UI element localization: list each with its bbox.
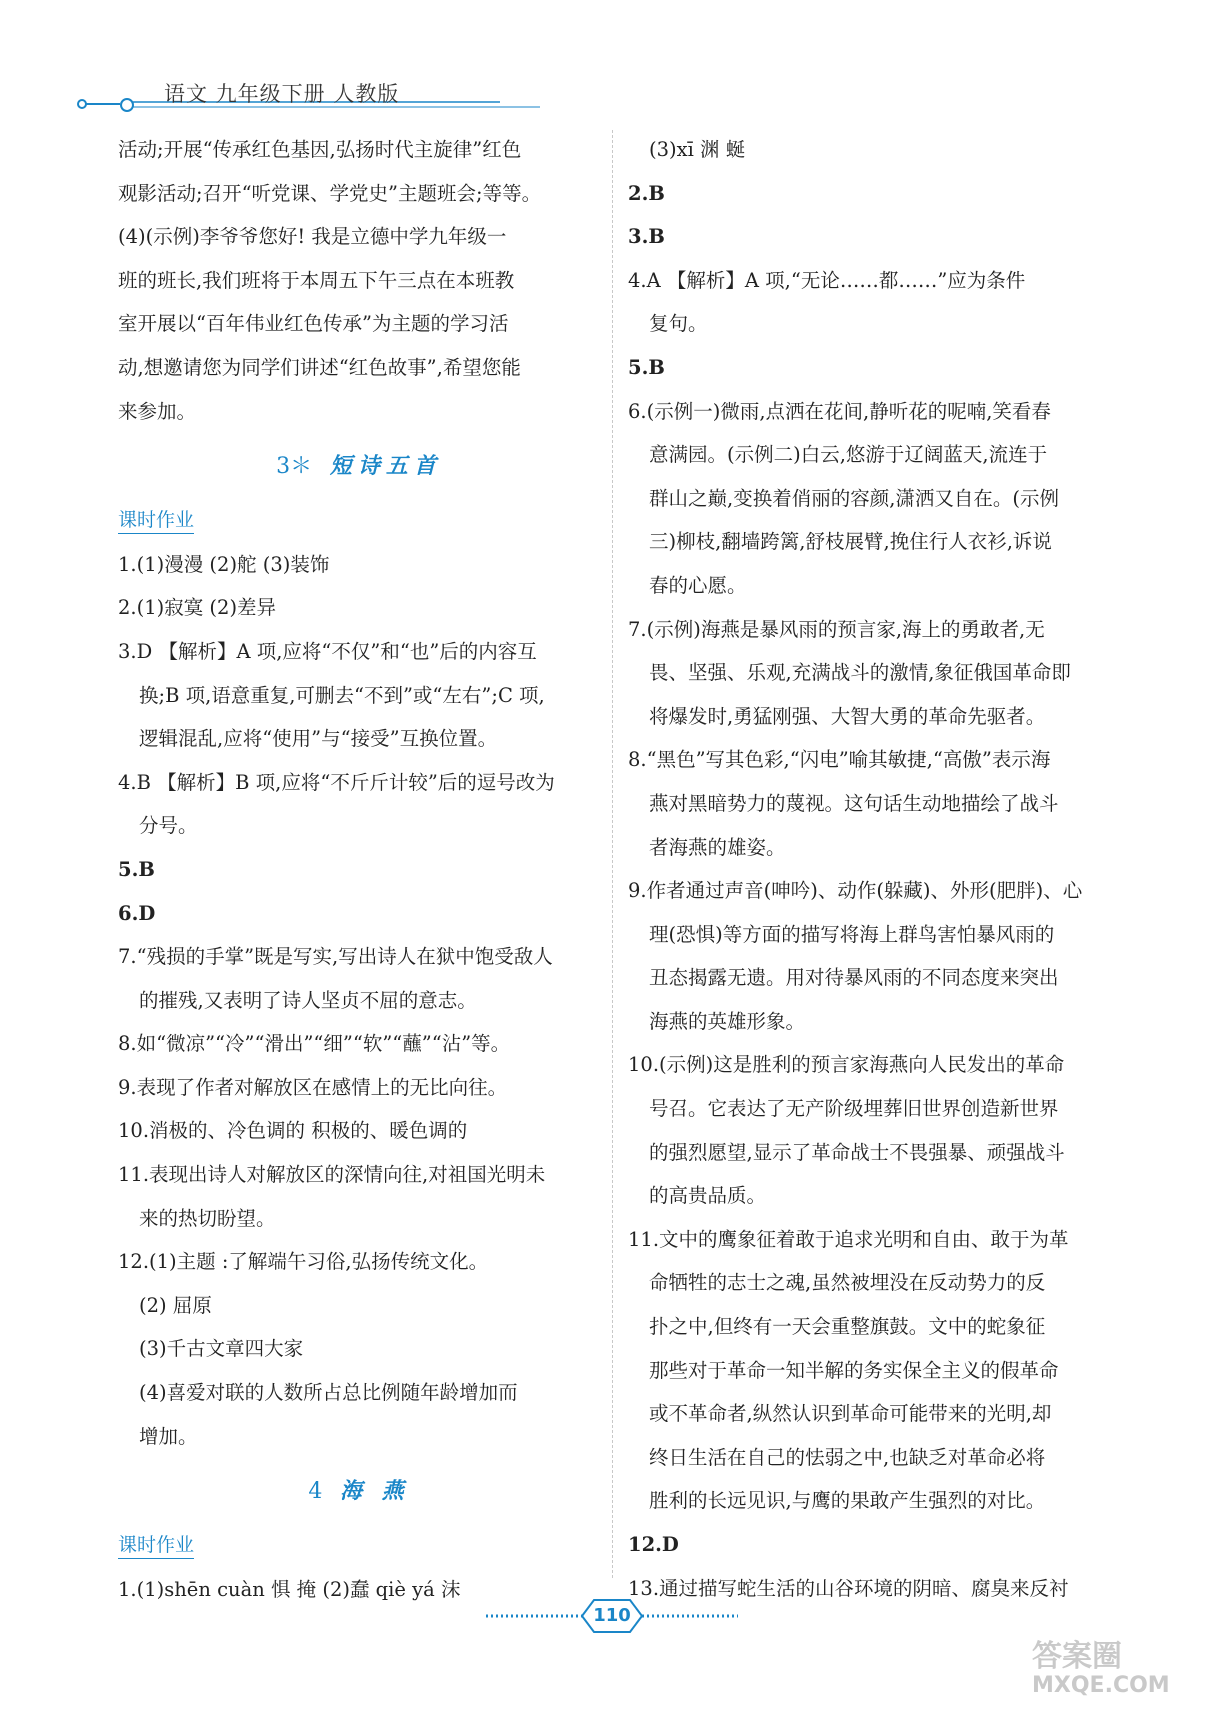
answer-line: 来的热切盼望。: [139, 1206, 276, 1230]
answer-line: 将爆发时,勇猛刚强、大智大勇的革命先驱者。: [649, 704, 1046, 728]
answer-line: 命牺牲的志士之魂,虽然被埋没在反动势力的反: [649, 1271, 1046, 1295]
answer-line: 海燕的英雄形象。: [649, 1009, 806, 1033]
answer-line: 畏、坚强、乐观,充满战斗的激情,象征俄国革命即: [649, 661, 1071, 685]
header-decoration: [0, 0, 1224, 130]
page-number: 110: [593, 1605, 631, 1626]
section-title-4: [118, 1458, 600, 1524]
answer-line: 3.D 【解析】A 项,应将“不仅”和“也”后的内容互: [118, 639, 537, 663]
answer-line: 逻辑混乱,应将“使用”与“接受”互换位置。: [139, 727, 498, 751]
answer-line: 10.(示例)这是胜利的预言家海燕向人民发出的革命: [628, 1053, 1065, 1077]
answer-line: 者海燕的雄姿。: [649, 835, 786, 859]
answer-line: 8.“黑色”写其色彩,“闪电”喻其敏捷,“高傲”表示海: [628, 748, 1051, 772]
answer-line: (2) 屈原: [139, 1293, 212, 1317]
answer-line: 群山之巅,变换着俏丽的容颜,潇洒又自在。(示例: [649, 486, 1060, 510]
answer-line: 复句。: [649, 312, 708, 336]
section-title-3: [118, 433, 600, 499]
answer-line: 13.通过描写蛇生活的山谷环境的阴暗、腐臭来反衬: [628, 1576, 1069, 1600]
answer-line: 丑态揭露无遗。用对待暴风雨的不同态度来突出: [649, 966, 1059, 990]
answer-line: (4)喜爱对联的人数所占总比例随年龄增加而: [139, 1381, 518, 1405]
answer-line: 燕对黑暗势力的蔑视。这句话生动地描绘了战斗: [649, 791, 1059, 815]
answer-line: 胜利的长远见识,与鹰的果敢产生强烈的对比。: [649, 1489, 1046, 1513]
answer-line: 理(恐惧)等方面的描写将海上群鸟害怕暴风雨的: [649, 922, 1055, 946]
answer-line: 4.B 【解析】B 项,应将“不斤斤计较”后的逗号改为: [118, 770, 555, 794]
answer-line: 7.(示例)海燕是暴风雨的预言家,海上的勇敢者,无: [628, 617, 1045, 641]
answer-line: 1.(1)漫漫 (2)舵 (3)装饰: [118, 552, 330, 576]
page-header: [0, 0, 1224, 130]
answer-line: 11.表现出诗人对解放区的深情向往,对祖国光明未: [118, 1163, 546, 1187]
answer-line: 或不革命者,纵然认识到革命可能带来的光明,却: [649, 1402, 1052, 1426]
answer-line: 2.(1)寂寞 (2)差异: [118, 596, 277, 620]
answer-line: 6.D: [118, 901, 156, 925]
answer-line: 9.作者通过声音(呻吟)、动作(躲藏)、外形(肥胖)、心: [628, 879, 1083, 903]
header-dot-large: [121, 99, 133, 111]
answer-line: 1.(1)shēn cuàn 惧 掩 (2)蠢 qiè yá 沫: [118, 1577, 461, 1601]
watermark-url: MXQE.COM: [1032, 1673, 1170, 1698]
section-number: 4: [308, 1479, 323, 1505]
answer-line: 9.表现了作者对解放区在感情上的无比向往。: [118, 1075, 508, 1099]
answer-line: 3.B: [628, 225, 665, 249]
answer-line: 2.B: [628, 181, 665, 205]
answer-line: 的高贵品质。: [649, 1184, 767, 1208]
left-column: [118, 128, 600, 1611]
subheading-label: 课时作业: [118, 509, 194, 534]
answer-line: 扑之中,但终有一天会重整旗鼓。文中的蛇象征: [649, 1315, 1046, 1339]
answer-line: 10.消极的、冷色调的 积极的、暖色调的: [118, 1119, 468, 1143]
section-name: 海 燕: [340, 1478, 410, 1505]
answer-line: 5.B: [628, 355, 665, 379]
subheading-label: 课时作业: [118, 1534, 194, 1559]
text-line: 活动;开展“传承红色基因,弘扬时代主旋律”红色: [118, 138, 522, 161]
answer-line: 的摧残,又表明了诗人坚贞不屈的意志。: [139, 988, 477, 1012]
answer-line: 号召。它表达了无产阶级埋葬旧世界创造新世界: [649, 1097, 1059, 1121]
subheading: [118, 1524, 600, 1568]
text-line: 来参加。: [118, 399, 197, 423]
answer-line: 6.(示例一)微雨,点洒在花间,静听花的呢喃,笑看春: [628, 399, 1051, 423]
answer-line: 的强烈愿望,显示了革命战士不畏强暴、顽强战斗: [649, 1140, 1065, 1164]
answer-line: 4.A 【解析】A 项,“无论……都……”应为条件: [628, 268, 1026, 292]
watermark-text: 答案圈: [1032, 1639, 1122, 1674]
intro-block: [118, 128, 600, 433]
answer-line: 终日生活在自己的怯弱之中,也缺乏对革命必将: [649, 1445, 1046, 1469]
text-line: 动,想邀请您为同学们讲述“红色故事”,希望您能: [118, 355, 521, 379]
right-column: [628, 128, 1118, 1610]
text-line: (4)(示例)李爷爷您好! 我是立德中学九年级一: [118, 225, 507, 249]
answer-line: (3)千古文章四大家: [139, 1337, 304, 1361]
answer-line: 分号。: [139, 814, 198, 838]
answer-list: [118, 543, 600, 1458]
header-dot-small: [78, 100, 86, 108]
answer-line: 5.B: [118, 857, 155, 881]
answer-line: 增加。: [139, 1424, 198, 1448]
section-name: 短诗五首: [329, 453, 442, 480]
answer-line: (3)xī 渊 蜒: [649, 138, 746, 161]
answer-line: 12.(1)主题 :了解端午习俗,弘扬传统文化。: [118, 1250, 489, 1274]
header-title: 语文 九年级下册 人教版: [164, 82, 400, 106]
answer-line: 春的心愿。: [649, 573, 747, 597]
answer-line: 那些对于革命一知半解的务实保全主义的假革命: [649, 1358, 1059, 1382]
text-line: 室开展以“百年伟业红色传承”为主题的学习活: [118, 312, 509, 336]
column-divider: [612, 130, 613, 1578]
section-number: 3＊: [276, 454, 313, 480]
text-line: 观影活动;召开“听党课、学党史”主题班会;等等。: [118, 181, 542, 205]
answer-line: 三)柳枝,翻墙跨篱,舒枝展臂,挽住行人衣衫,诉说: [649, 530, 1052, 554]
answer-line: 7.“残损的手掌”既是写实,写出诗人在狱中饱受敌人: [118, 945, 553, 969]
answer-line: 换;B 项,语意重复,可删去“不到”或“左右”;C 项,: [139, 683, 545, 707]
subheading: [118, 499, 600, 543]
watermark-logo: [1032, 1640, 1170, 1698]
answer-line: 11.文中的鹰象征着敢于追求光明和自由、敢于为革: [628, 1227, 1069, 1251]
answer-line: 意满园。(示例二)白云,悠游于辽阔蓝天,流连于: [649, 443, 1048, 467]
answer-line: 12.D: [628, 1533, 679, 1556]
answer-line: 8.如“微凉”“冷”“滑出”“细”“软”“蘸”“沾”等。: [118, 1032, 511, 1056]
text-line: 班的班长,我们班将于本周五下午三点在本班教: [118, 268, 515, 292]
